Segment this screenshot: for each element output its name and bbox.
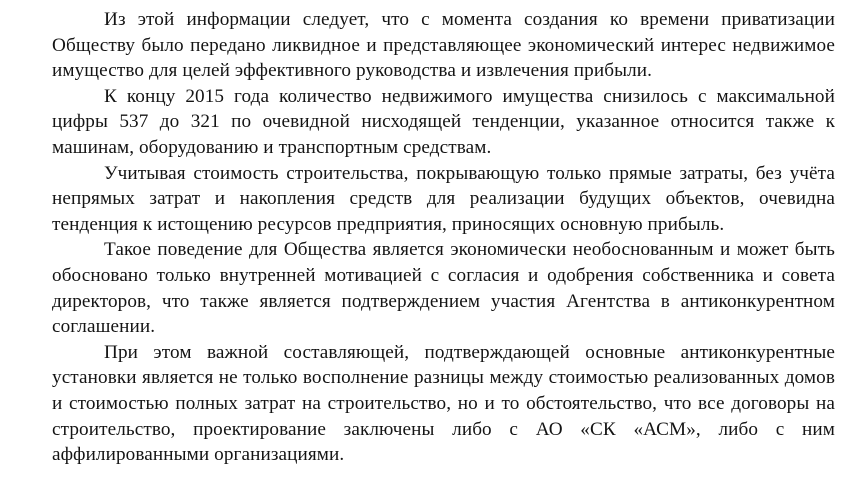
paragraph-5: При этом важной составляющей, подтверждающей основные антиконкурентные установки является не только восполнение разницы между стоимостью реализованных домов и стоимостью полных затрат на строительство, но и то обстоятельство, что все договоры на строительство, проектирование заключены либо с АО «СК «АСМ», либо с ним аффилированными организациями. [52, 341, 835, 466]
paragraph-4: Такое поведение для Общества является экономически необоснованным и может быть обосновано только внутренней мотивацией с согласия и одобрения собственника и совета директоров, что также является подтверждением участия Агентства в антиконкурентном соглашении. [52, 239, 835, 338]
paragraph-1: Из этой информации следует, что с момента создания ко времени приватизации Обществу было передано ликвидное и представляющее экономический интерес недвижимое имущество для целей эффективного руководства и извлечения прибыли. [52, 9, 835, 82]
paragraph-2: К концу 2015 года количество недвижимого имущества снизилось с максимальной цифры 537 до 321 по очевидной нисходящей тенденции, указанное относится также к машинам, оборудованию и транспортным средствам. [52, 85, 835, 158]
paragraph-3: Учитывая стоимость строительства, покрывающую только прямые затраты, без учёта непрямых затрат и накопления средств для реализации будущих объектов, очевидна тенденция к истощению ресурсов предприятия, приносящих основную прибыль. [52, 162, 835, 235]
